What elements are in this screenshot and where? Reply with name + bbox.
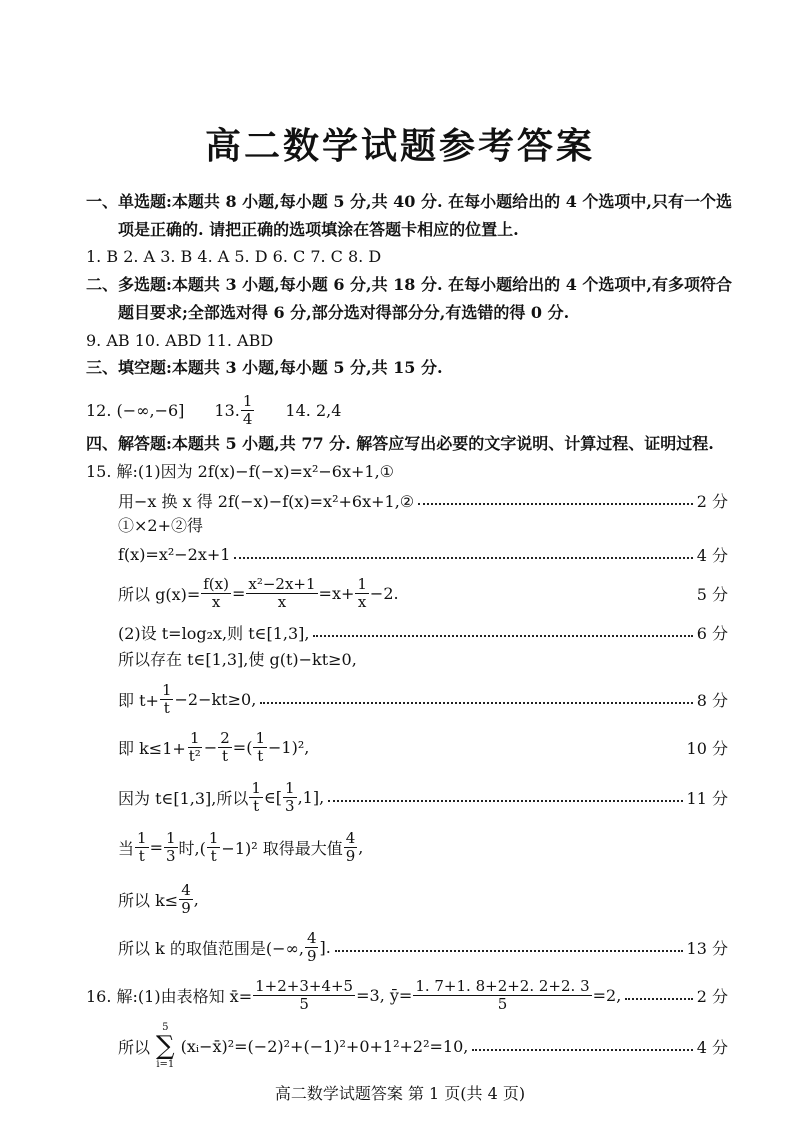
fraction-denominator: 9 — [345, 846, 356, 865]
fraction-denominator: t — [253, 796, 260, 815]
fraction — [218, 730, 232, 765]
text-segment: , — [358, 837, 364, 857]
text-segment: 因为 t∈[1,3],所以 — [118, 788, 249, 808]
fraction — [253, 730, 267, 765]
fraction-denominator: t — [210, 846, 217, 865]
p15-line3: ①×2+②得 — [118, 516, 203, 535]
section1-header-line2: 项是正确的. 请把正确的选项填涂在答题卡相应的位置上. — [118, 220, 519, 239]
fraction-numerator: 1 — [208, 828, 219, 847]
p15-line10 — [118, 776, 728, 818]
fraction-numerator: 4 — [181, 880, 191, 899]
fraction — [344, 830, 358, 865]
section2-answers: 9. AB 10. ABD 11. ABD — [86, 331, 274, 350]
text-segment: = — [149, 837, 163, 857]
answer-12: 12. (−∞,−6] — [86, 400, 185, 420]
text-segment: −1)², — [267, 737, 310, 757]
fraction — [249, 780, 263, 815]
fraction-denominator: t — [138, 846, 145, 865]
fraction-numerator: 1 — [165, 828, 176, 847]
dot-leader — [472, 1049, 692, 1051]
fraction-denominator: 9 — [181, 898, 191, 917]
fraction-numerator: 1 — [255, 728, 265, 747]
text-segment: 16. 解:(1)由表格知 x̄= — [86, 986, 253, 1006]
fraction — [187, 730, 203, 765]
text-segment: −2−kt≥0, — [174, 689, 257, 709]
score-6: 6 分 — [696, 623, 728, 643]
text-segment: 即 k≤1+ — [118, 738, 186, 758]
fraction-denominator: 3 — [285, 796, 295, 815]
fraction-numerator: 1 — [161, 680, 172, 699]
fraction — [283, 780, 297, 815]
answer-13-fraction — [241, 393, 255, 428]
sigma-symbol: ∑ — [156, 1031, 175, 1061]
fraction — [164, 830, 178, 865]
fraction-denominator: 3 — [165, 846, 176, 865]
fraction — [355, 576, 369, 611]
score-5: 5 分 — [696, 584, 728, 604]
fraction — [305, 930, 319, 965]
text-segment: =3, ȳ= — [356, 985, 413, 1005]
sum-lower-limit: i=1 — [156, 1059, 175, 1070]
text-segment: 所以 — [118, 1037, 151, 1057]
section1-header-line1: 一、单选题:本题共 8 小题,每小题 5 分,共 40 分. 在每小题给出的 4 个选项中,只有一个选 — [86, 192, 732, 211]
section1-answers: 1. B 2. A 3. B 4. A 5. D 6. C 7. C 8. D — [86, 247, 382, 266]
text-segment: (xᵢ−x̄)²=(−2)²+(−1)²+0+1²+2²=10, — [180, 1036, 469, 1056]
text-segment: ∈[ — [263, 787, 283, 807]
p15-line4 — [118, 540, 728, 568]
p16-line2 — [118, 1022, 728, 1070]
fraction-numerator: 1 — [137, 828, 147, 847]
fraction-denominator: x — [277, 592, 287, 611]
text-segment: 当 — [118, 838, 135, 858]
fraction-denominator: t — [257, 746, 264, 765]
text-segment: −1)² 取得最大值 — [221, 838, 343, 858]
dot-leader — [234, 557, 692, 559]
sum-upper-limit: 5 — [162, 1022, 169, 1033]
text-segment: , — [193, 889, 199, 909]
fraction — [135, 830, 149, 865]
text-segment: ,1], — [297, 787, 325, 807]
text-segment: − — [203, 737, 218, 757]
page-footer: 高二数学试题答案 第 1 页(共 4 页) — [274, 1084, 526, 1103]
fraction-numerator: 1 — [251, 778, 261, 797]
text-segment: =2, — [592, 985, 622, 1005]
p15-line2 — [118, 486, 728, 514]
fraction — [160, 682, 174, 717]
fraction-numerator: 4 — [345, 828, 356, 847]
fraction — [246, 576, 317, 611]
fraction-denominator: x — [211, 592, 221, 611]
p15-line7: 所以存在 t∈[1,3],使 g(t)−kt≥0, — [118, 650, 357, 669]
p15-line1: 15. 解:(1)因为 2f(x)−f(−x)=x²−6x+1,① — [86, 462, 394, 481]
fraction — [207, 830, 221, 865]
section3-header: 三、填空题:本题共 3 小题,每小题 5 分,共 15 分. — [86, 358, 443, 377]
fraction-denominator: x — [357, 592, 367, 611]
p16-line1 — [86, 974, 728, 1016]
score-2: 2 分 — [696, 986, 728, 1006]
text-segment: 即 t+ — [118, 690, 159, 710]
score-4: 4 分 — [696, 1037, 728, 1057]
fraction-numerator: 2 — [220, 728, 230, 747]
fraction-denominator: 4 — [242, 409, 253, 428]
fraction-numerator: 1 — [190, 728, 200, 747]
p15-line12 — [118, 878, 199, 920]
text-segment: = — [231, 583, 246, 603]
text-segment: =( — [232, 737, 253, 757]
dot-leader — [418, 503, 693, 505]
dot-leader — [313, 635, 692, 637]
fraction-numerator: f(x) — [203, 574, 229, 593]
p15-line8 — [118, 678, 728, 720]
fraction — [253, 978, 355, 1013]
p15-line6 — [118, 618, 728, 646]
fraction-denominator: t² — [188, 746, 201, 765]
score-13: 13 分 — [686, 938, 728, 958]
text-segment: 时,( — [178, 838, 206, 858]
fraction — [413, 978, 591, 1013]
p15-line4-text: f(x)=x²−2x+1 — [118, 544, 231, 564]
fraction-numerator: 4 — [306, 928, 317, 947]
dot-leader — [260, 702, 692, 704]
dot-leader — [328, 800, 682, 802]
section2-header-line1: 二、多选题:本题共 3 小题,每小题 6 分,共 18 分. 在每小题给出的 4 个选项中,有多项符合 — [86, 275, 732, 294]
fraction-numerator: 1 — [357, 574, 367, 593]
text-segment: 所以 k≤ — [118, 890, 179, 910]
fraction-numerator: 1. 7+1. 8+2+2. 2+2. 3 — [415, 976, 590, 995]
fraction-denominator: 5 — [299, 994, 309, 1013]
fraction — [179, 882, 193, 917]
text-segment: =x+ — [318, 583, 355, 603]
fraction-denominator: 9 — [306, 946, 317, 965]
dot-leader — [625, 998, 692, 1000]
fraction-numerator: 1+2+3+4+5 — [255, 976, 354, 995]
score-10: 10 分 — [686, 738, 728, 758]
section3-answers — [86, 390, 341, 430]
p15-line13 — [118, 926, 728, 968]
section4-header: 四、解答题:本题共 5 小题,共 77 分. 解答应写出必要的文字说明、计算过程、证明过程. — [86, 434, 714, 453]
text-segment: 所以 k 的取值范围是(−∞, — [118, 938, 304, 958]
p15-line6-text: (2)设 t=log₂x,则 t∈[1,3], — [118, 623, 310, 643]
answer-13-label: 13. — [214, 400, 240, 420]
page-title: 高二数学试题参考答案 — [204, 125, 595, 167]
score-2: 2 分 — [696, 491, 728, 511]
score-4: 4 分 — [696, 545, 728, 565]
fraction-denominator: t — [163, 698, 170, 717]
fraction-denominator: 5 — [497, 994, 508, 1013]
summation — [156, 1022, 175, 1070]
text-segment: ]. — [319, 937, 331, 957]
fraction-numerator: 1 — [242, 391, 253, 410]
p15-line2-text: 用−x 换 x 得 2f(−x)−f(x)=x²+6x+1,② — [118, 491, 415, 511]
score-8: 8 分 — [696, 690, 728, 710]
fraction-denominator: t — [221, 746, 229, 765]
p15-line5 — [118, 572, 728, 614]
score-11: 11 分 — [686, 788, 728, 808]
p15-line11 — [118, 826, 728, 868]
answer-14: 14. 2,4 — [285, 400, 342, 420]
p15-line9 — [118, 726, 728, 768]
dot-leader — [335, 950, 683, 952]
fraction — [201, 576, 231, 611]
section2-header-line2: 题目要求;全部选对得 6 分,部分选对得部分分,有选错的得 0 分. — [118, 303, 570, 322]
text-segment: −2. — [369, 583, 399, 603]
fraction-numerator: 1 — [285, 778, 295, 797]
fraction-numerator: x²−2x+1 — [248, 574, 316, 593]
text-segment: 所以 g(x)= — [118, 584, 201, 604]
